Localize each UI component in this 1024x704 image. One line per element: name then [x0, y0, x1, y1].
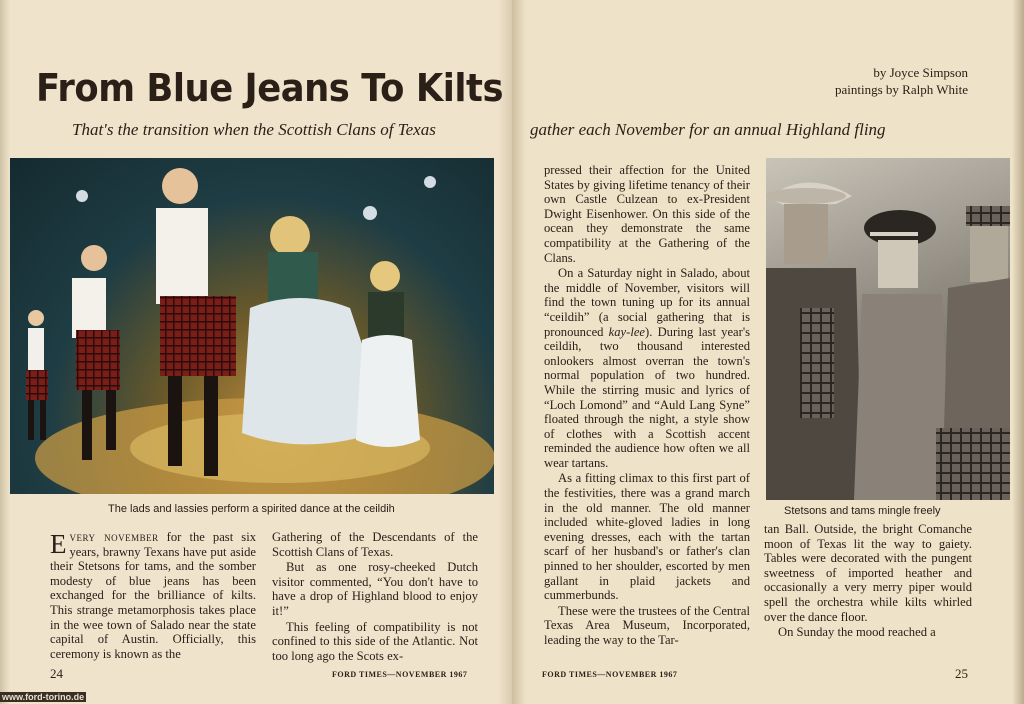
article-headline: From Blue Jeans To Kilts: [36, 66, 504, 110]
paragraph: These were the trustees of the Central Texas Area Museum, Incorporated, leading the way to the Tar-: [544, 603, 750, 647]
subtitle-part-2: gather each November for an annual Highland fling: [530, 120, 886, 139]
stetson-caption: Stetsons and tams mingle freely: [784, 505, 941, 517]
website-watermark: www.ford-torino.de: [2, 692, 85, 702]
paragraph: But as one rosy-cheeked Dutch visitor commented, “You don't have to have a drop of Highland blood to enjoy it!”: [272, 560, 478, 618]
paragraph: Gathering of the Descendants of the Scottish Clans of Texas.: [272, 530, 478, 559]
drop-cap: E: [50, 529, 67, 559]
page-number-left: 24: [50, 666, 63, 681]
byline-art: paintings by Ralph White: [835, 82, 968, 97]
right-column-2: [764, 522, 972, 641]
page-number-right: 25: [955, 666, 968, 681]
paragraph: pressed their affection for the United States by giving lifetime tenancy of their own Castle Culzean to ex-President Dwight Eisenhower. On this side of the ocean they demonstrate the same compatibility at the Gathering of the Clans.: [544, 163, 750, 265]
paragraph: As a fitting climax to this first part of the festivities, there was a grand march in the old manner. The old manner included white-gloved ladies in long evening dresses, each with the tartan scarf of her husband's or father's clan pinned to her shoulder, escorted by men gallant in plaid jackets and cummerbunds.: [544, 471, 750, 603]
paragraph-text: On a Saturday night in Salado, about the middle of November, visitors will find the town tuning up for its annual “ceildih” (a social gathering that is pronounced: [544, 266, 750, 339]
right-column-1: [544, 163, 750, 649]
running-footer-right: FORD TIMES—NOVEMBER 1967: [542, 670, 678, 679]
intro-text: for the past six years, brawny Texans have put aside their Stetsons for tams, and the somber modesty of blue jeans has been exchanged for the brilliance of kilts. This strange metamorphosis takes place in the wee town of Salado near the state capital of Austin. Officially, this ceremony is known as the: [50, 530, 256, 661]
subtitle-part-1: That's the transition when the Scottish Clans of Texas: [72, 120, 436, 139]
intro-paragraph: [50, 530, 256, 661]
byline: [835, 64, 968, 98]
pronunciation: kay-lee: [608, 324, 646, 339]
paragraph: On Sunday the mood reached a: [778, 625, 936, 640]
left-column-2: [272, 530, 478, 664]
stetson-painting: [766, 158, 1010, 500]
right-page: [512, 0, 1024, 704]
lead-in: very november: [69, 530, 159, 544]
byline-author: by Joyce Simpson: [873, 65, 968, 80]
paragraph: This feeling of compatibility is not confined to this side of the Atlantic. Not too long ago the Scots ex-: [272, 619, 478, 663]
dance-painting: [10, 158, 494, 494]
left-column-1: [50, 530, 256, 662]
running-footer-left: FORD TIMES—NOVEMBER 1967: [332, 670, 468, 679]
dance-caption: The lads and lassies perform a spirited dance at the ceildih: [108, 503, 395, 515]
paragraph-text: ). During last year's ceildih, two thousand interested onlookers almost overran the town's normal population of two hundred. While the stirring music and lyrics of “Loch Lomond” and “Auld Lang Syne” floated through the night, a style show of clothes with a Scottish accent reminded the audience how often we all wear tartans.: [544, 324, 751, 470]
paragraph: [544, 266, 750, 470]
paragraph: tan Ball. Outside, the bright Comanche moon of Texas lit the way to gaiety. Tables were decorated with the pungent sweetness of imported heather and occasionally a very merry piper would spell the orchestra while kilts whirled over the dance floor.: [764, 522, 972, 624]
